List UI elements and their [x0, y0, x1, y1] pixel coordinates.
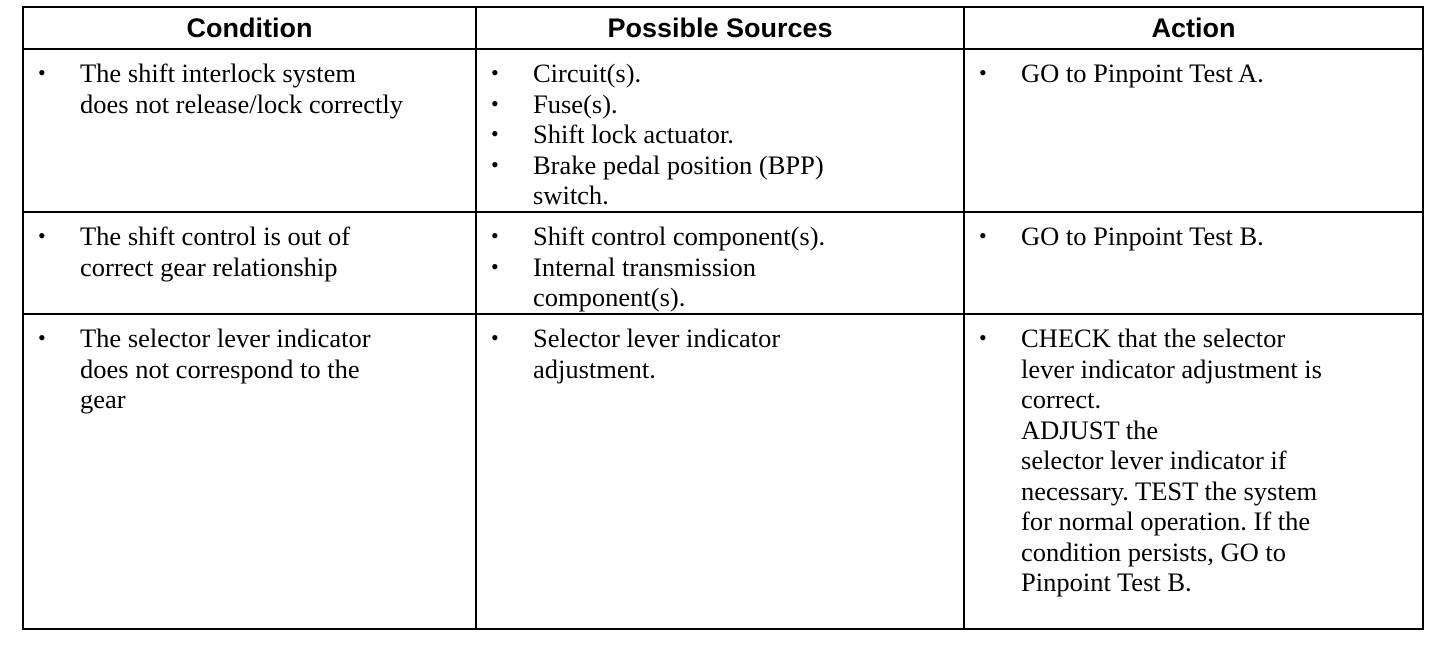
item-text-line: Shift lock actuator.: [533, 119, 734, 149]
header-row: [23, 7, 1423, 49]
header-action: Action: [964, 7, 1423, 49]
item-text-line: ADJUST the: [1021, 414, 1159, 445]
bullet-icon: •: [491, 60, 499, 85]
header-possible-sources: Possible Sources: [476, 7, 964, 49]
item-text-line: component(s).: [533, 282, 686, 312]
bullet-icon: •: [979, 223, 987, 248]
header-condition: Condition: [23, 7, 476, 49]
item-text-line: does not correspond to the: [80, 353, 360, 384]
item-text-line: Shift control component(s).: [533, 221, 826, 251]
list-item: [24, 221, 475, 282]
list-item: [24, 58, 475, 119]
item-text-line: Selector lever indicator: [533, 323, 781, 353]
item-text-line: GO to Pinpoint Test B.: [1021, 221, 1264, 251]
item-text-line: lever indicator adjustment is: [1021, 353, 1322, 384]
list-item: [965, 58, 1422, 89]
list-item: [965, 221, 1422, 252]
bullet-icon: •: [491, 151, 499, 177]
bullet-icon: •: [38, 325, 46, 350]
bullet-icon: •: [491, 325, 499, 350]
possible-sources-list: [477, 50, 963, 211]
list-item: [965, 323, 1422, 598]
condition-cell: [23, 49, 476, 212]
item-text-line: The shift control is out of: [80, 221, 351, 251]
possible-sources-list: [477, 315, 963, 384]
diagnosis-table: [22, 6, 1424, 630]
item-text-line: for normal operation. If the: [1021, 506, 1311, 536]
table-row: [23, 212, 1423, 314]
condition-cell: [23, 314, 476, 629]
bullet-icon: •: [491, 253, 499, 279]
item-text-line: switch.: [533, 180, 609, 210]
table-row: [23, 49, 1423, 212]
list-item: [24, 323, 475, 415]
condition-cell: [23, 212, 476, 314]
list-item: [477, 119, 963, 150]
list-item: [477, 150, 963, 211]
item-text-line: correct.: [1021, 384, 1102, 414]
item-text-line: CHECK that the selector: [1021, 323, 1286, 353]
possible-sources-list: [477, 213, 963, 313]
bullet-icon: •: [979, 60, 987, 85]
action-list: [965, 315, 1422, 598]
action-list: [965, 213, 1422, 252]
action-cell: [964, 49, 1423, 212]
bullet-icon: •: [38, 60, 46, 85]
item-text-line: does not release/lock correctly: [80, 88, 404, 119]
list-item: [477, 89, 963, 120]
possible-sources-cell: [476, 314, 964, 629]
list-item: [477, 323, 963, 384]
item-text-line: correct gear relationship: [80, 251, 338, 282]
item-text-line: gear: [80, 384, 126, 414]
condition-list: [24, 315, 475, 415]
action-cell: [964, 314, 1423, 629]
bullet-icon: •: [491, 121, 499, 146]
item-text-line: The selector lever indicator: [80, 323, 371, 353]
possible-sources-cell: [476, 212, 964, 314]
item-text-line: Pinpoint Test B.: [1021, 567, 1192, 597]
item-text-line: Brake pedal position (BPP): [533, 149, 824, 180]
item-text-line: Internal transmission: [533, 251, 756, 282]
bullet-icon: •: [979, 325, 987, 350]
action-list: [965, 50, 1422, 89]
list-item: [477, 252, 963, 313]
item-text-line: selector lever indicator if: [1021, 445, 1287, 475]
possible-sources-cell: [476, 49, 964, 212]
condition-list: [24, 213, 475, 282]
item-text-line: GO to Pinpoint Test A.: [1021, 58, 1264, 88]
list-item: [477, 221, 963, 252]
item-text-line: adjustment.: [533, 353, 656, 384]
list-item: [477, 58, 963, 89]
condition-list: [24, 50, 475, 119]
item-text-line: Circuit(s).: [533, 58, 642, 88]
item-text-line: necessary. TEST the system: [1021, 475, 1318, 506]
item-text-line: Fuse(s).: [533, 88, 618, 119]
bullet-icon: •: [491, 90, 499, 116]
item-text-line: The shift interlock system: [80, 58, 356, 88]
item-text-line: condition persists, GO to: [1021, 536, 1286, 567]
table-row: [23, 314, 1423, 629]
bullet-icon: •: [38, 223, 46, 248]
bullet-icon: •: [491, 223, 499, 248]
action-cell: [964, 212, 1423, 314]
